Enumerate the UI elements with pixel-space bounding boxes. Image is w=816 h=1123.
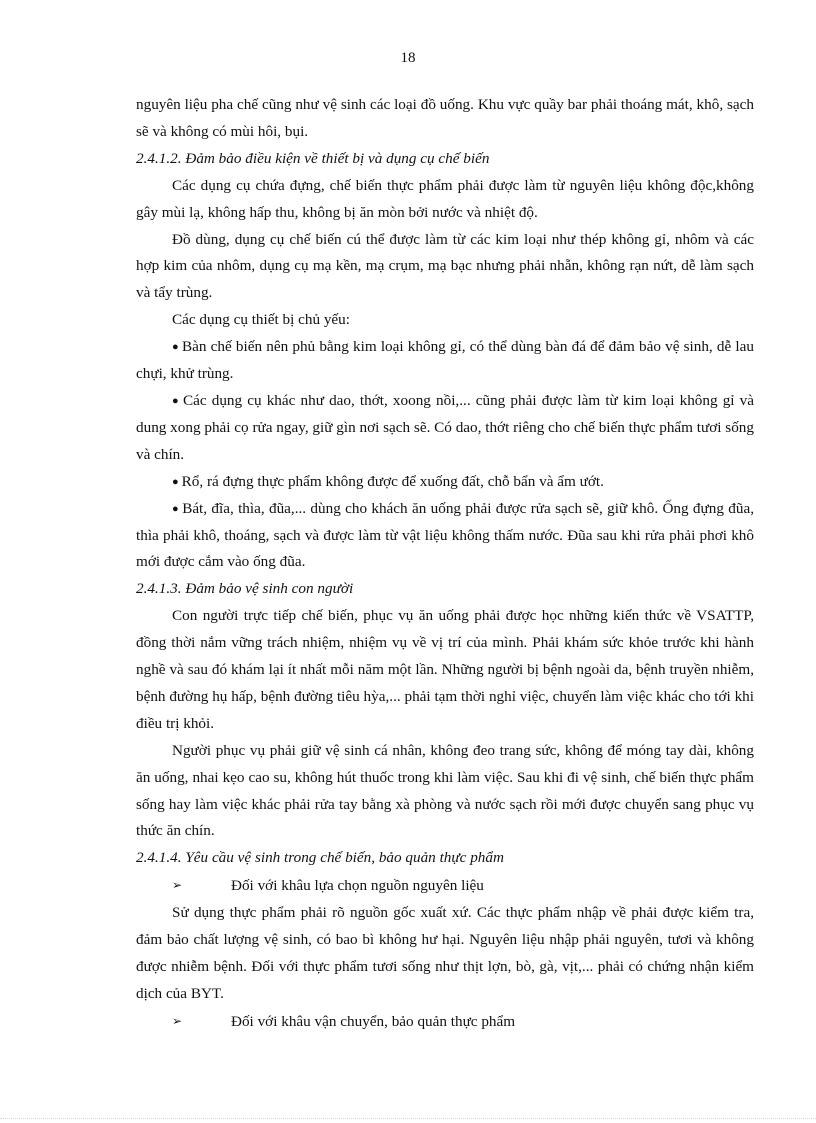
body-paragraph: Người phục vụ phải giữ vệ sinh cá nhân, không đeo trang sức, không để móng tay dài, không ăn uống, nhai kẹo cao su, không hút thuốc trong khi làm việc. Sau khi đi vệ sinh, chế biến thực phẩm sống hay làm việc khác phải rửa tay bằng xà phòng và nước sạch rồi mới được chuyển sang phục vụ thức ăn chín. [136,741,754,840]
section-heading: 2.4.1.3. Đảm bảo vệ sinh con người [136,580,354,598]
bullet-item [136,334,754,388]
arrow-bullet-icon: ➢ [172,878,183,893]
arrow-item [136,1008,754,1036]
bullet-item [136,388,754,469]
bullet-item [136,469,754,496]
arrow-bullet-icon: ➢ [172,1013,183,1028]
arrow-item-text: Đối với khâu lựa chọn nguồn nguyên liệu [231,877,484,895]
bullet-text: Bàn chế biến nên phủ bằng kim loại không gỉ, có thể dùng bàn đá để đảm bảo vệ sinh, dễ lau chựi, khử trùng. [136,338,754,383]
body-paragraph: Sử dụng thực phẩm phải rõ nguồn gốc xuất xứ. Các thực phẩm nhập về phải được kiểm tra, đảm bảo chất lượng vệ sinh, có bao bì không hư hại. Nguyên liệu nhập phải nguyên, tươi và không được nhiễm bệnh. Đối với thực phẩm tươi sống như thịt lợn, bò, gà, vịt,... phải có chứng nhận kiểm dịch của BYT. [136,904,754,1002]
section-heading: 2.4.1.4. Yêu cầu vệ sinh trong chế biến, bảo quản thực phẩm [136,849,504,867]
arrow-item-text: Đối với khâu vận chuyển, bảo quản thực phẩm [231,1012,516,1030]
body-paragraph: Các dụng cụ thiết bị chủ yếu: [172,311,350,329]
bullet-icon: ● [172,475,179,488]
document-body [136,92,754,1036]
bullet-item [136,496,754,577]
body-paragraph: Con người trực tiếp chế biến, phục vụ ăn uống phải được học những kiến thức về VSATTP, đồng thời nắm vững trách nhiệm, nhiệm vụ về vị trí của mình. Phải khám sức khỏe trước khi hành nghề và sau đó khám lại ít nhất mỗi năm một lần. Những người bị bệnh ngoài da, bệnh truyền nhiễm, bệnh đường hụ hấp, bệnh đường tiêu hỳa,... phải tạm thời nghỉ việc, chuyển làm việc khác cho tới khi điều trị khỏi. [136,607,754,732]
page-bottom-divider [0,1118,816,1119]
bullet-text: Bát, đĩa, thìa, đũa,... dùng cho khách ăn uống phải được rửa sạch sẽ, giữ khô. Ống đựng đũa, thìa phải khô, thoáng, sạch và được làm từ vật liệu không thấm nước. Đũa sau khi rửa phải phơi khô mới được cắm vào ống đũa. [136,499,754,571]
bullet-icon: ● [172,502,180,515]
bullet-text: Rổ, rá đựng thực phẩm không được để xuống đất, chỗ bẩn và ẩm ướt. [181,472,604,490]
body-paragraph: Các dụng cụ chứa đựng, chế biến thực phẩm phải được làm từ nguyên liệu không độc,không gây mùi lạ, không hấp thu, không bị ăn mòn bởi nước và nhiệt độ. [136,176,754,221]
body-paragraph: Đồ dùng, dụng cụ chế biến cú thể được làm từ các kim loại như thép không gỉ, nhôm và các hợp kim của nhôm, dụng cụ mạ kền, mạ crụm, mạ bạc nhưng phải nhẵn, không rạn nứt, dễ làm sạch và tẩy trùng. [136,230,754,302]
section-heading: 2.4.1.2. Đảm bảo điều kiện về thiết bị và dụng cụ chế biến [136,149,490,167]
bullet-icon: ● [172,341,180,354]
page-number: 18 [400,50,416,66]
arrow-item [136,872,754,900]
bullet-text: Các dụng cụ khác như dao, thớt, xoong nồi,... cũng phải được làm từ kim loại không gỉ và dung xong phải cọ rửa ngay, giữ gìn nơi sạch sẽ. Có dao, thớt riêng cho chế biến thực phẩm tươi sống và chín. [136,391,754,463]
bullet-icon: ● [172,394,180,407]
body-paragraph-continued: nguyên liệu pha chế cũng như vệ sinh các loại đồ uống. Khu vực quầy bar phải thoáng mát, khô, sạch sẽ và không có mùi hôi, bụi. [136,96,754,140]
